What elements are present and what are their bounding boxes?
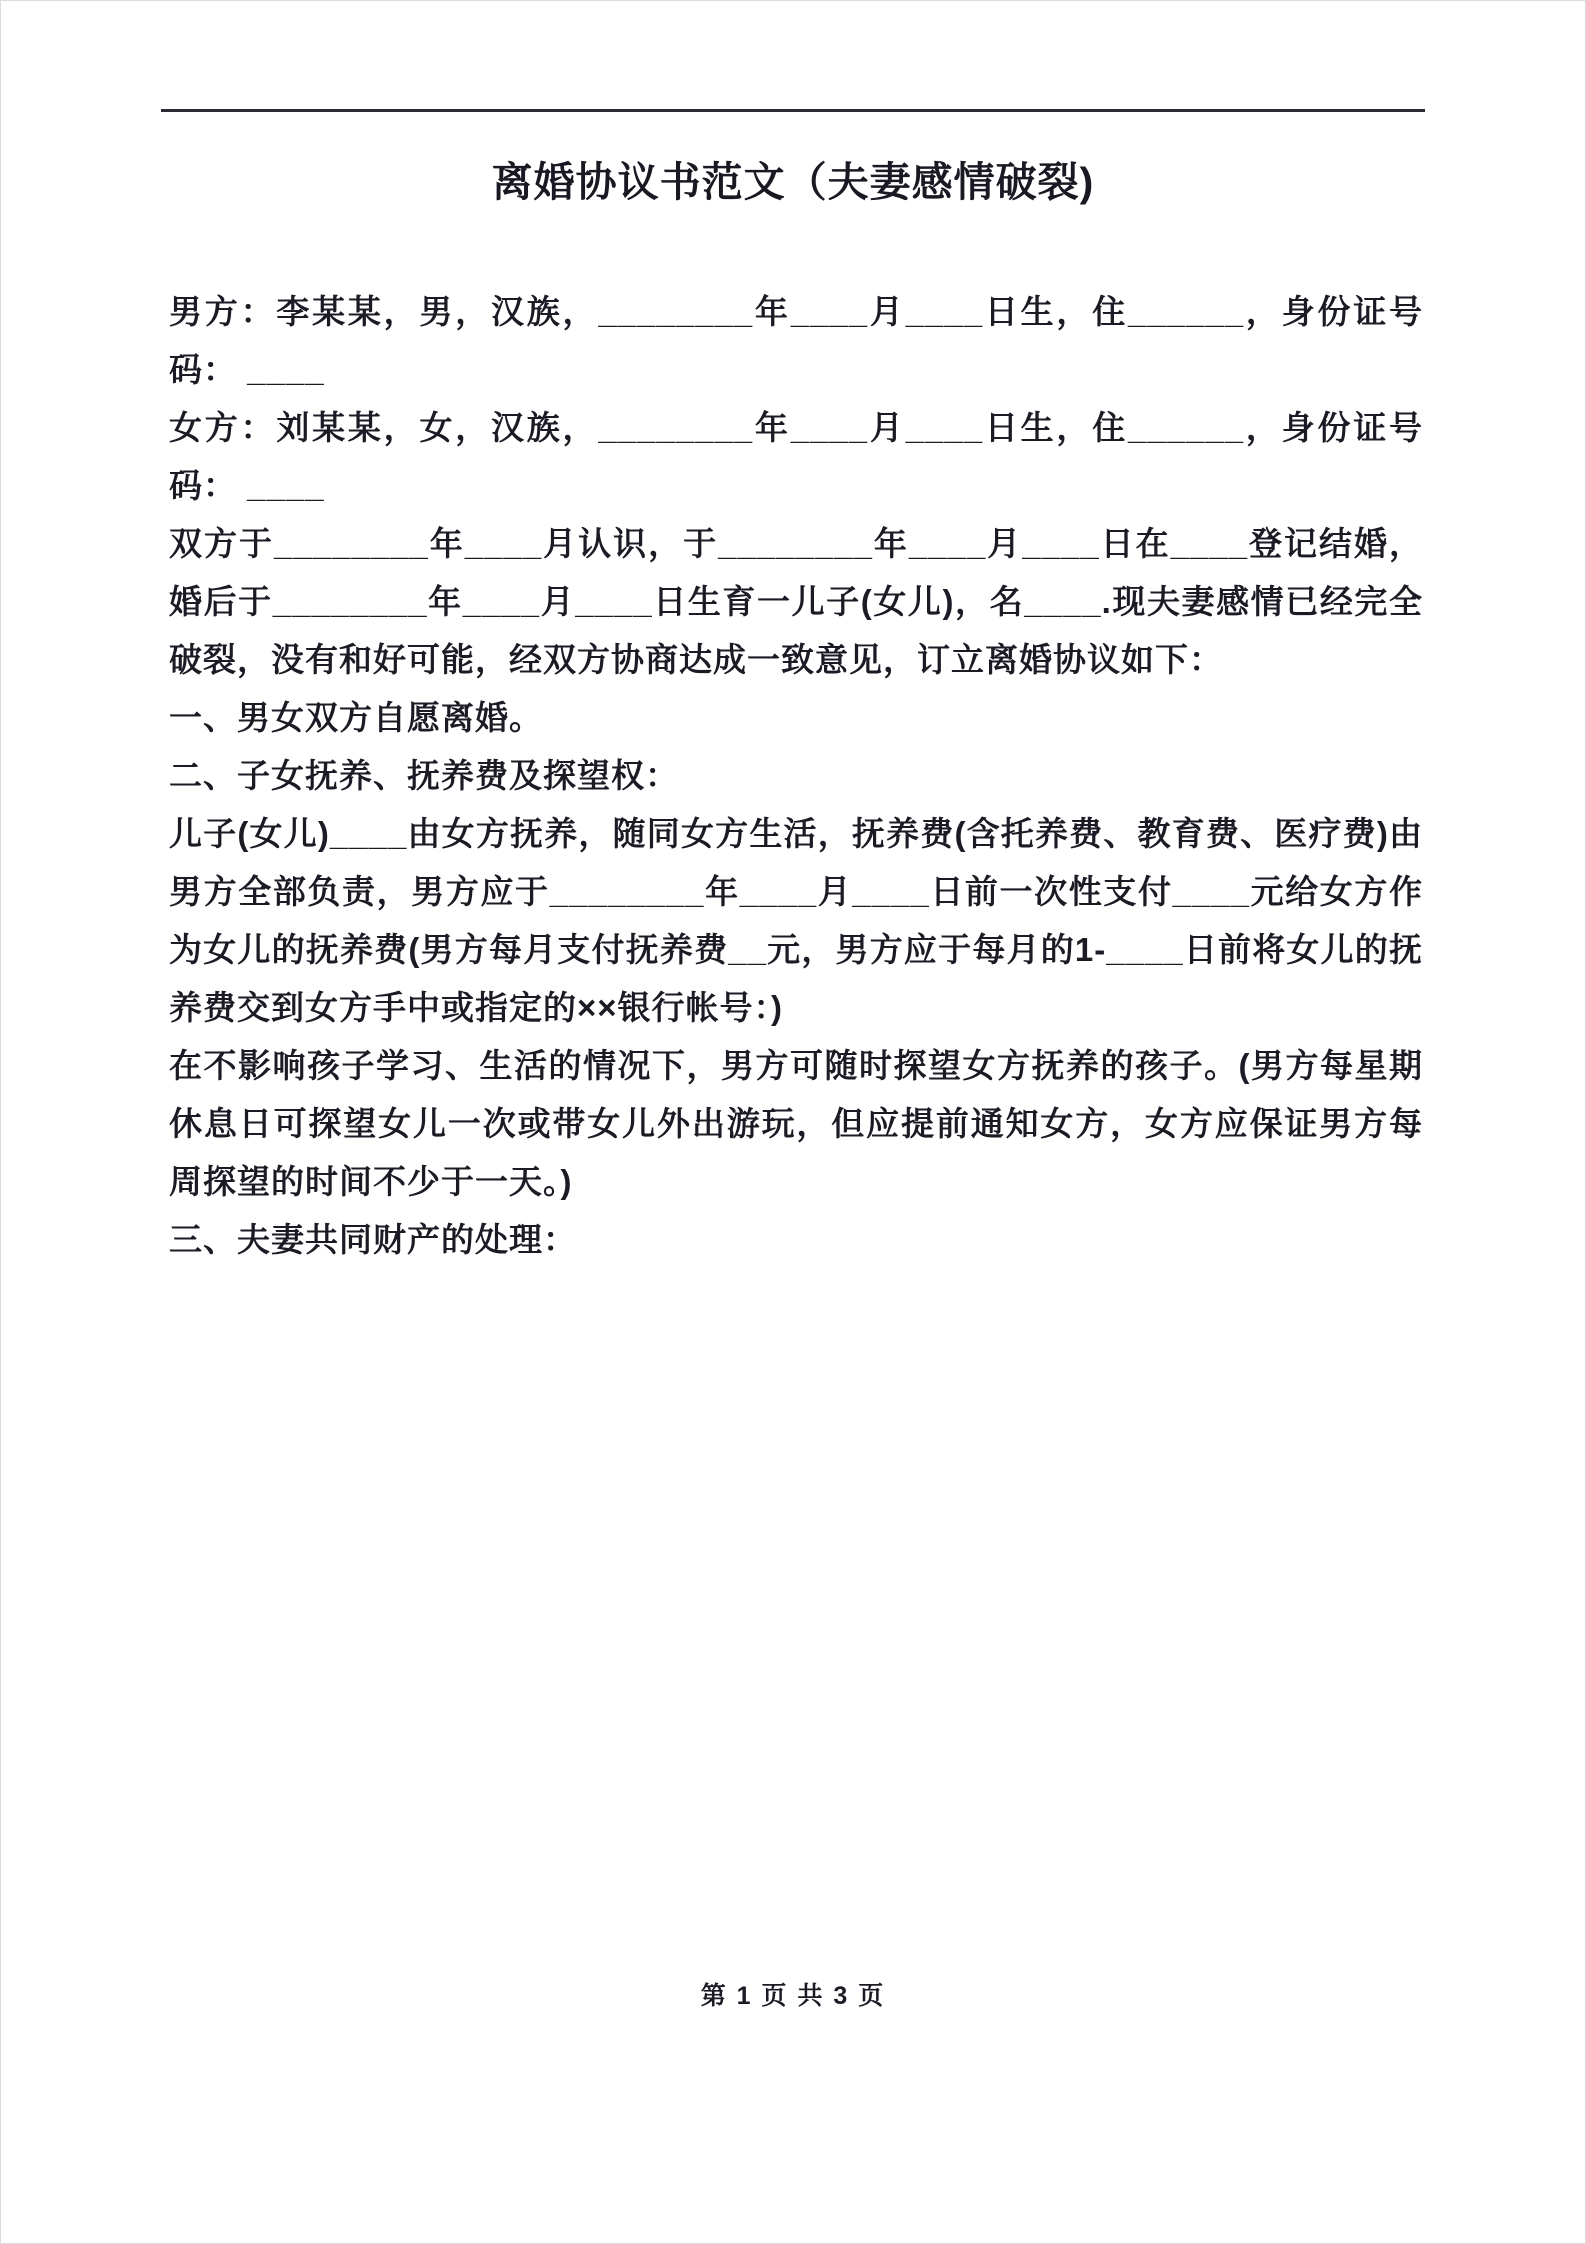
document-title: 离婚协议书范文（夫妻感情破裂): [491, 159, 1095, 205]
paragraph-clause-2-heading: 二、子女抚养、抚养费及探望权：: [169, 757, 679, 794]
page-number-footer: 第 1 页 共 3 页: [700, 1982, 886, 2010]
top-divider: [161, 109, 1425, 112]
paragraph-marriage-background: 双方于________年____月认识，于________年____月____日在____登记结婚，婚后于________年____月____日生育一儿子(女儿)，名____.现夫妻感情已经完全破裂，没有和好可能，经双方协商达成一致意见，订立离婚协议如下：: [169, 525, 1423, 678]
document-body: [169, 283, 1423, 1269]
paragraph-custody-terms: 儿子(女儿)____由女方抚养，随同女方生活，抚养费(含托养费、教育费、医疗费)由男方全部负责，男方应于________年____月____日前一次性支付____元给女方作为女儿的抚养费(男方每月支付抚养费__元，男方应于每月的1-____日前将女儿的抚养费交到女方手中或指定的××银行帐号：): [169, 815, 1423, 1026]
paragraph-clause-3-heading: 三、夫妻共同财产的处理：: [169, 1221, 577, 1258]
paragraph-party-female: 女方：刘某某，女，汉族，________年____月____日生，住______，身份证号码： ____: [169, 409, 1423, 504]
paragraph-clause-1: 一、男女双方自愿离婚。: [169, 699, 543, 736]
paragraph-visitation-terms: 在不影响孩子学习、生活的情况下，男方可随时探望女方抚养的孩子。(男方每星期休息日可探望女儿一次或带女儿外出游玩，但应提前通知女方，女方应保证男方每周探望的时间不少于一天。): [169, 1047, 1423, 1200]
paragraph-party-male: 男方：李某某，男，汉族，________年____月____日生，住______，身份证号码： ____: [169, 293, 1423, 388]
